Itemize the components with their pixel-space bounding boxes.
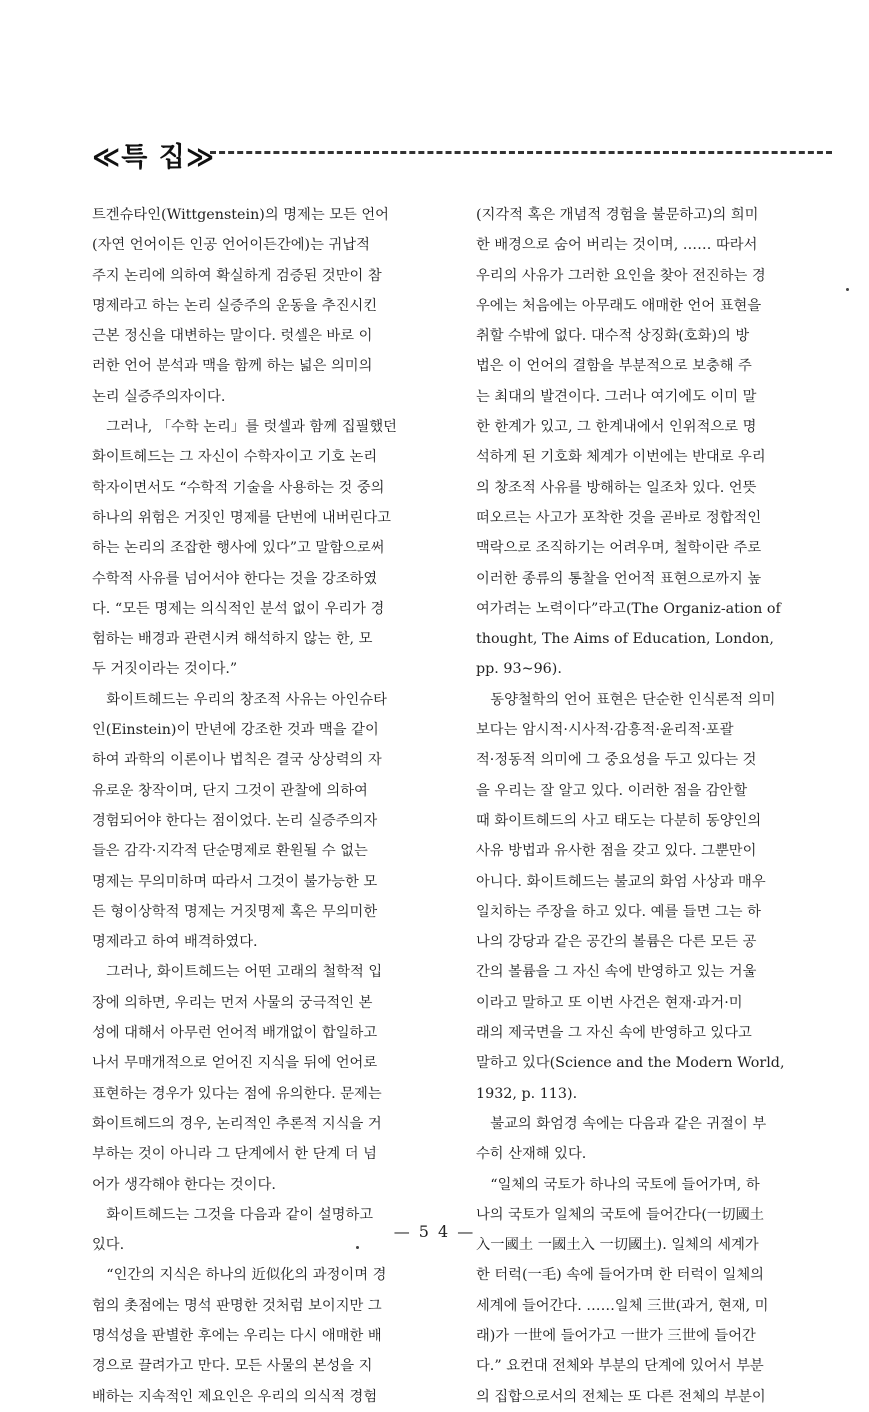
text-line: 근본 정신을 대변하는 말이다. 럿셀은 바로 이 [92, 328, 373, 345]
text-line: 든 형이상학적 명제는 거짓명제 혹은 무의미한 [92, 903, 378, 920]
text-line: 주지 논리에 의하여 확실하게 검증된 것만이 참 [92, 267, 382, 284]
text-line: 들은 감각·지각적 단순명제로 환원될 수 없는 [92, 843, 368, 860]
text-line: 명석성을 판별한 후에는 우리는 다시 애매한 배 [92, 1327, 382, 1344]
text-line: 우에는 처음에는 아무래도 애매한 언어 표현을 [476, 297, 762, 314]
text-line: (지각적 혹은 개념적 경험을 불문하고)의 희미 [476, 207, 759, 223]
text-line: thought, The Aims of Education, London, [476, 631, 774, 648]
text-line: 세계에 들어간다. ……일체 三世(과거, 현재, 미 [476, 1297, 769, 1314]
text-line: 경험되어야 한다는 점이었다. 논리 실증주의자 [92, 812, 378, 829]
text-line: 인(Einstein)이 만년에 강조한 것과 맥을 같이 [92, 722, 379, 739]
text-line: 나서 무매개적으로 얻어진 지식을 뒤에 언어로 [92, 1055, 378, 1072]
text-line: 법은 이 언어의 결함을 부분적으로 보충해 주 [476, 358, 752, 375]
text-line: 학자이면서도 “수학적 기술을 사용하는 것 중의 [92, 479, 385, 496]
text-line: 이러한 종류의 통찰을 언어적 표현으로까지 높 [476, 570, 762, 587]
text-line: 우리의 사유가 그러한 요인을 찾아 전진하는 경 [476, 267, 766, 284]
text-line: 다. “모든 명제는 의식적인 분석 없이 우리가 경 [92, 600, 385, 617]
text-line: 그러나, 화이트헤드는 어떤 고래의 철학적 입 [92, 964, 383, 981]
text-line: 한 한계가 있고, 그 한계내에서 인위적으로 명 [476, 419, 757, 436]
text-line: 때 화이트헤드의 사고 태도는 다분히 동양인의 [476, 812, 762, 829]
text-line: 논리 실증주의자이다. [92, 388, 226, 405]
text-line: 떠오르는 사고가 포착한 것을 곧바로 정합적인 [476, 509, 762, 526]
section-header [92, 140, 832, 176]
text-line: 하나의 위험은 거짓인 명제를 단번에 내버린다고 [92, 509, 391, 526]
text-line: 다.” 요컨대 전체와 부분의 단계에 있어서 부분 [476, 1358, 764, 1375]
page-number: — 5 4 — [393, 1222, 476, 1241]
text-line: 1932, p. 113). [476, 1085, 578, 1102]
text-line: “일체의 국토가 하나의 국토에 들어가며, 하 [476, 1176, 760, 1193]
text-line: 명제라고 하여 배격하였다. [92, 934, 258, 951]
text-line: 화이트헤드는 그 자신이 수학자이고 기호 논리 [92, 449, 378, 466]
print-speck [356, 1246, 359, 1249]
text-line: 하여 과학의 이론이나 법칙은 결국 상상력의 자 [92, 752, 382, 769]
text-line: 장에 의하면, 우리는 먼저 사물의 궁극적인 본 [92, 994, 373, 1011]
text-line: 그러나, 「수학 논리」를 럿셀과 함께 집필했던 [92, 419, 397, 436]
text-line: 말하고 있다(Science and the Modern World, [476, 1055, 785, 1072]
text-line: “인간의 지식은 하나의 近似化의 과정이며 경 [92, 1267, 387, 1284]
text-line: 래의 제국면을 그 자신 속에 반영하고 있다고 [476, 1025, 752, 1042]
header-dashed-rule [210, 151, 832, 154]
print-speck [846, 288, 849, 291]
text-line: 나의 강당과 같은 공간의 볼륨은 다른 모든 공 [476, 934, 757, 951]
text-line: 취할 수밖에 없다. 대수적 상징화(호화)의 방 [476, 328, 750, 345]
text-line: 을 우리는 잘 알고 있다. 이러한 점을 감안할 [476, 782, 748, 799]
text-line: 보다는 암시적·시사적·감흥적·윤리적·포괄 [476, 722, 734, 739]
text-line: 불교의 화엄경 속에는 다음과 같은 귀절이 부 [476, 1115, 767, 1132]
text-line: 험의 촛점에는 명석 판명한 것처럼 보이지만 그 [92, 1297, 382, 1314]
text-line: 화이트헤드는 우리의 창조적 사유는 아인슈타 [92, 691, 387, 708]
text-line: 성에 대해서 아무런 언어적 배개없이 합일하고 [92, 1025, 378, 1042]
text-line: 수히 산재해 있다. [476, 1146, 587, 1163]
text-line: 나의 국토가 일체의 국토에 들어간다(一切國土 [476, 1206, 765, 1223]
text-line: 맥락으로 조직하기는 어려우며, 철학이란 주로 [476, 540, 762, 557]
text-line: (자연 언어이든 인공 언어이든간에)는 귀납적 [92, 237, 370, 254]
text-line: 의 집합으로서의 전체는 또 다른 전체의 부분이 [476, 1388, 766, 1405]
text-line: 화이트헤드는 그것을 다음과 같이 설명하고 [92, 1206, 374, 1223]
text-line: 는 최대의 발견이다. 그러나 여기에도 이미 말 [476, 388, 757, 405]
text-line: 수학적 사유를 넘어서야 한다는 것을 강조하였 [92, 570, 378, 587]
text-line: 트겐슈타인(Wittgenstein)의 명제는 모든 언어 [92, 207, 389, 223]
text-line: 유로운 창작이며, 단지 그것이 관찰에 의하여 [92, 782, 368, 799]
text-line: 적·정동적 의미에 그 중요성을 두고 있다는 것 [476, 752, 757, 769]
text-line: 일치하는 주장을 하고 있다. 예를 들면 그는 하 [476, 903, 761, 920]
text-line: 이라고 말하고 또 이번 사건은 현재·과거·미 [476, 994, 743, 1011]
text-line: 험하는 배경과 관련시켜 해석하지 않는 한, 모 [92, 631, 373, 648]
text-line: 있다. [92, 1237, 125, 1254]
text-line: 아니다. 화이트헤드는 불교의 화엄 사상과 매우 [476, 873, 766, 890]
text-line: 여가려는 노력이다”라고(The Organiz-ation of [476, 600, 781, 617]
section-title: ≪특 집≫ [92, 142, 216, 173]
text-line: 어가 생각해야 한다는 것이다. [92, 1176, 276, 1193]
text-line: 화이트헤드의 경우, 논리적인 추론적 지식을 거 [92, 1115, 382, 1132]
text-line: 의 창조적 사유를 방해하는 일조차 있다. 언뜻 [476, 479, 757, 496]
text-line: 동양철학의 언어 표현은 단순한 인식론적 의미 [476, 691, 776, 708]
text-line: 경으로 끌려가고 만다. 모든 사물의 본성을 지 [92, 1358, 373, 1375]
text-line: 하는 논리의 조잡한 행사에 있다”고 말함으로써 [92, 540, 385, 557]
text-line: 명제라고 하는 논리 실증주의 운동을 추진시킨 [92, 297, 378, 314]
text-line: 석하게 된 기호화 체계가 이번에는 반대로 우리 [476, 449, 766, 466]
text-line: 두 거짓이라는 것이다.” [92, 661, 238, 678]
text-line: 명제는 무의미하며 따라서 그것이 불가능한 모 [92, 873, 378, 890]
text-line: 入一國土 一國土入 一切國土). 일체의 세계가 [476, 1237, 759, 1254]
text-line: 래)가 一世에 들어가고 一世가 三世에 들어간 [476, 1327, 756, 1344]
text-line: 사유 방법과 유사한 점을 갖고 있다. 그뿐만이 [476, 843, 757, 860]
text-line: 한 터럭(一毛) 속에 들어가며 한 터럭이 일체의 [476, 1267, 764, 1284]
text-line: 표현하는 경우가 있다는 점에 유의한다. 문제는 [92, 1085, 382, 1102]
text-line: 한 배경으로 숨어 버리는 것이며, …… 따라서 [476, 237, 758, 254]
text-line: 러한 언어 분석과 맥을 함께 하는 넓은 의미의 [92, 358, 373, 375]
text-line: pp. 93∼96). [476, 661, 562, 678]
text-line: 부하는 것이 아니라 그 단계에서 한 단계 더 넘 [92, 1146, 377, 1163]
text-line: 간의 볼륨을 그 자신 속에 반영하고 있는 거울 [476, 964, 757, 981]
text-line: 배하는 지속적인 제요인은 우리의 의식적 경험 [92, 1388, 378, 1405]
